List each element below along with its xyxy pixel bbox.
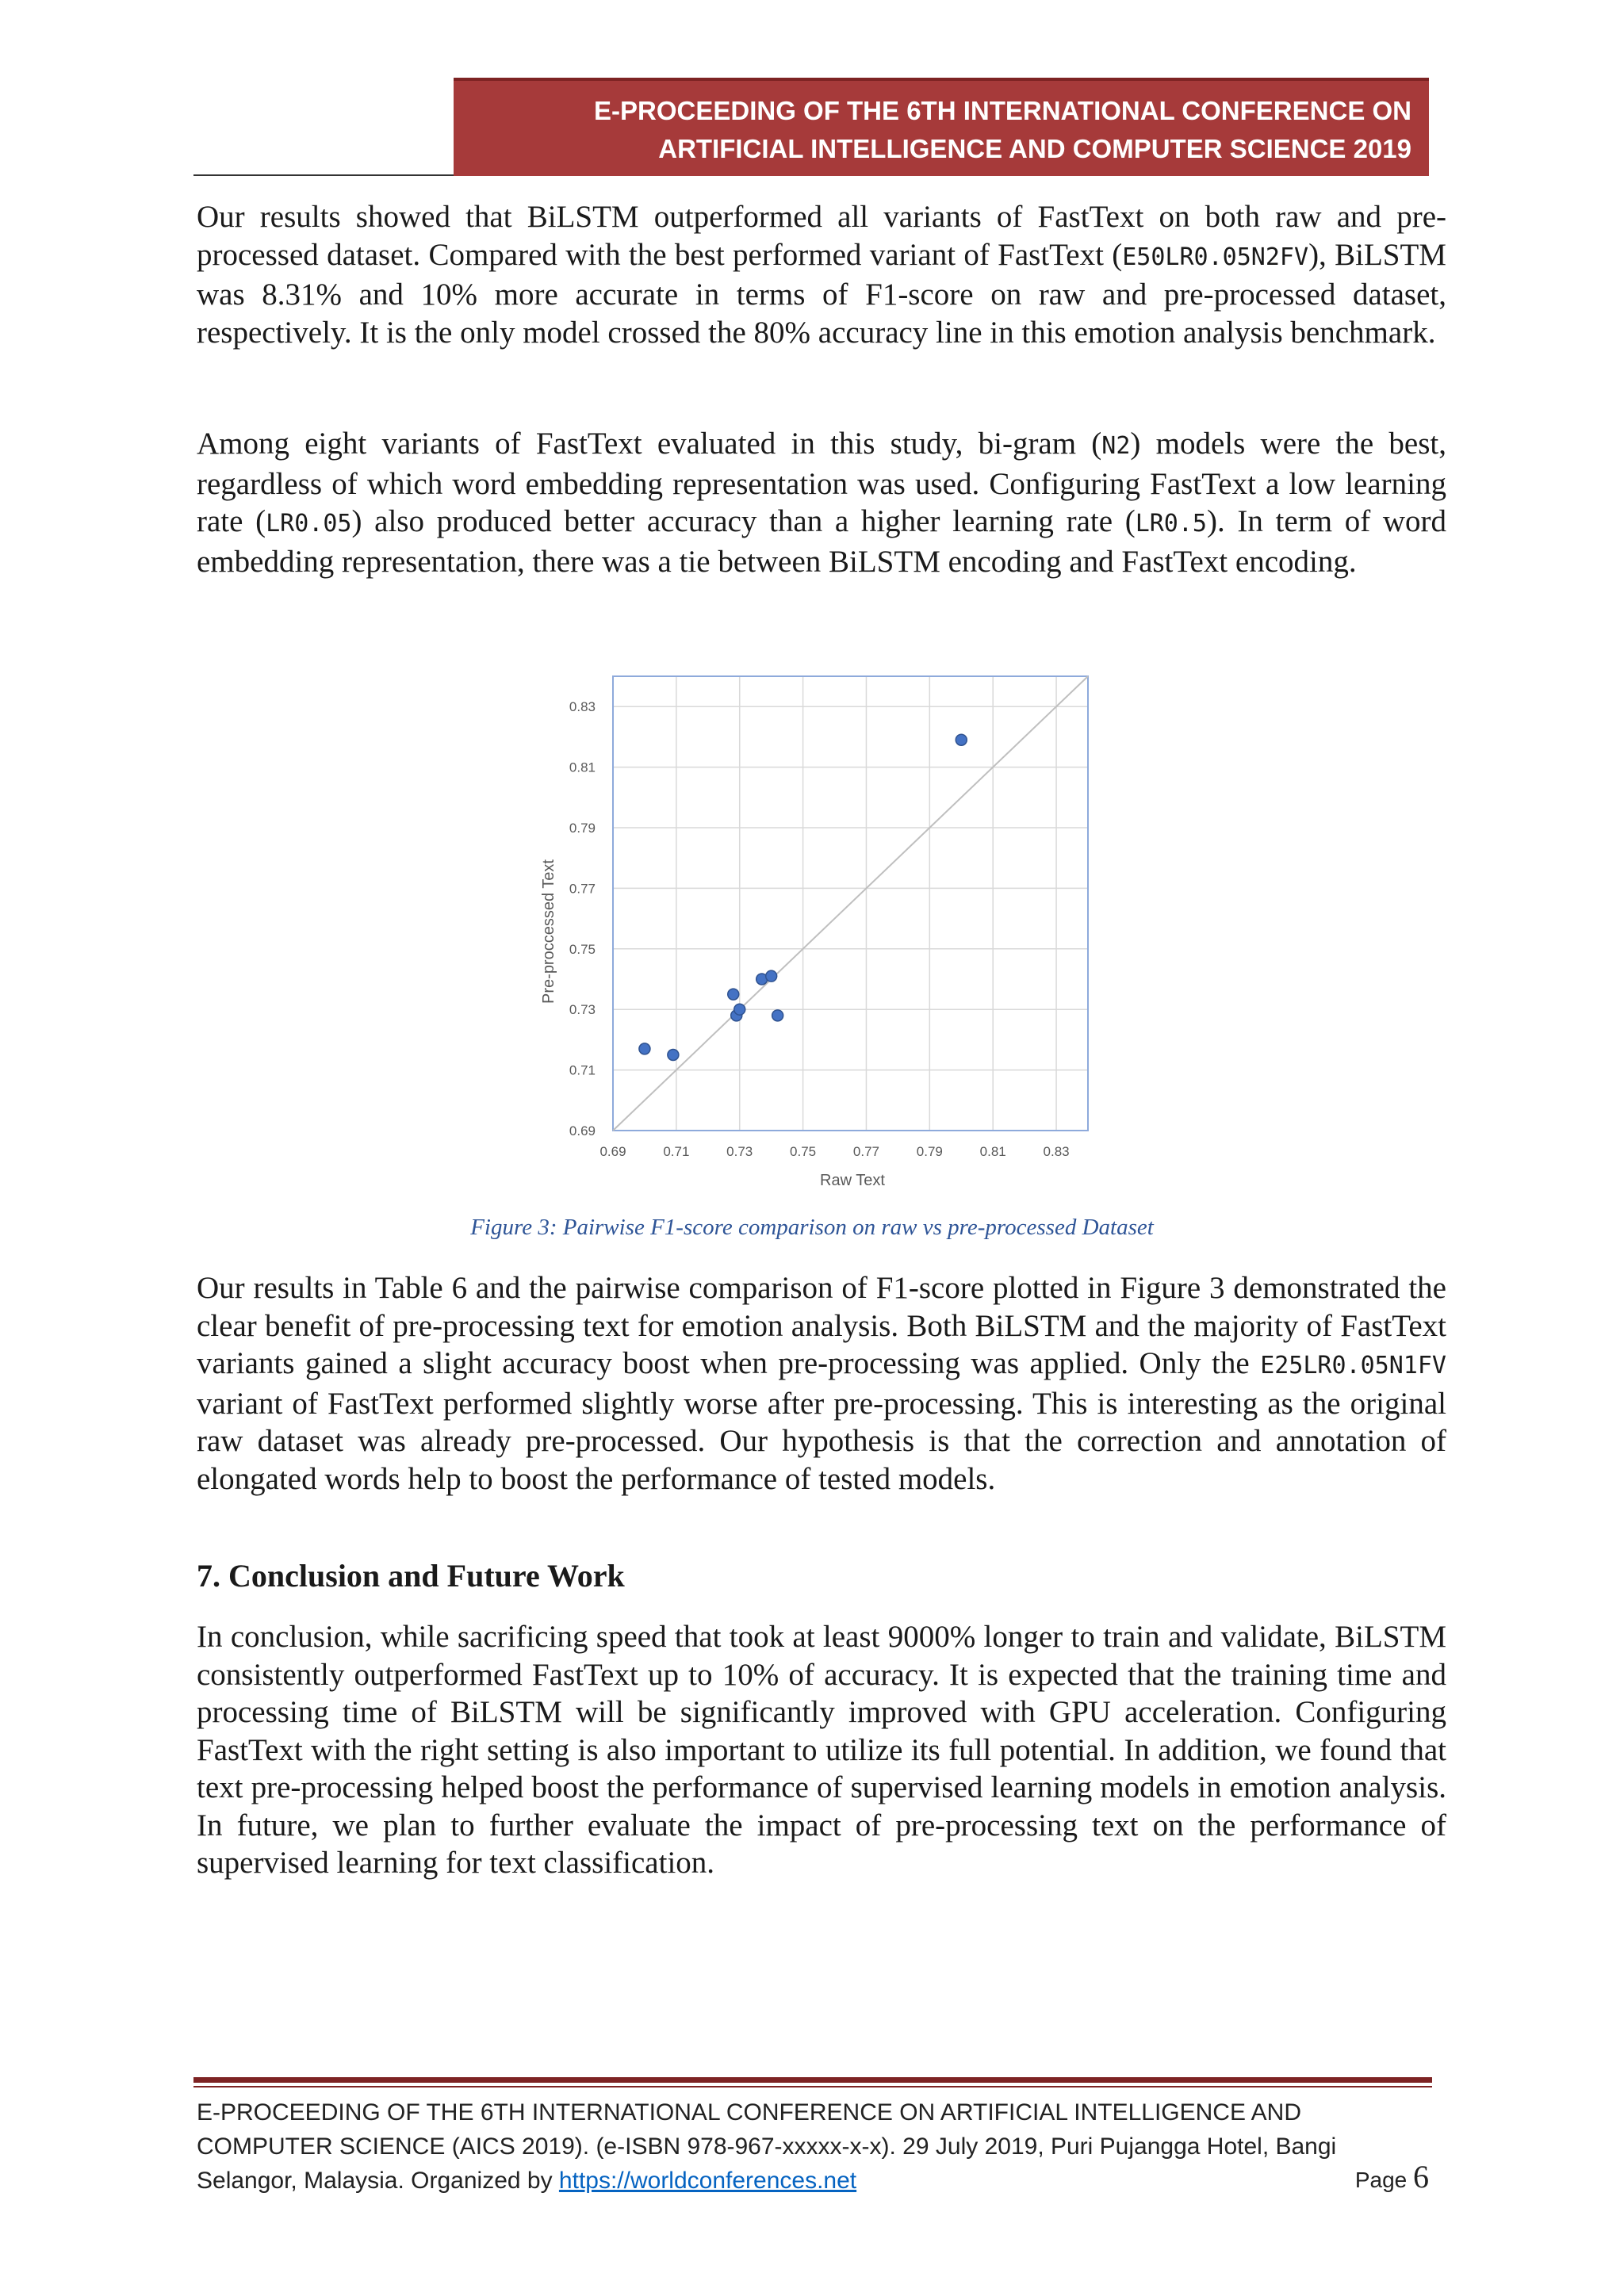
header-line-1: E-PROCEEDING OF THE 6TH INTERNATIONAL CONFERENCE ON — [594, 96, 1411, 125]
inline-code: N2 — [1101, 432, 1131, 460]
x-tick-label: 0.73 — [726, 1144, 753, 1159]
x-tick-label: 0.69 — [599, 1144, 626, 1159]
paragraph-text: Our results in Table 6 and the pairwise comparison of F1-score plotted in Figure 3 demonstrated the clear benefit of pre-processing text for emotion analysis. Both BiLSTM and the majority of FastText variants gained a slight accuracy boost when pre-processing was applied. Only the — [197, 1271, 1446, 1380]
y-tick-label: 0.77 — [569, 881, 596, 897]
footer-rule — [193, 2077, 1432, 2083]
paragraph-text: Among eight variants of FastText evaluated in this study, bi-gram ( — [197, 427, 1102, 461]
x-tick-label: 0.79 — [916, 1144, 943, 1159]
x-tick-label: 0.77 — [852, 1144, 880, 1159]
y-tick-label: 0.69 — [569, 1123, 596, 1138]
paragraph-text: ), BiLSTM was 8.31% and 10% more accurate in terms of F1-score on raw and pre-processed dataset, respectively. It is the only model crossed the 80% accuracy line in this emotion analysis benchmark. — [197, 237, 1446, 350]
paragraph-text: Our results showed that BiLSTM outperformed all variants of FastText on both raw and pre-processed dataset. Compared with the best performed variant of FastText ( — [197, 200, 1446, 272]
data-point — [772, 1010, 783, 1021]
y-tick-label: 0.75 — [569, 941, 596, 957]
page-indicator — [1355, 2158, 1429, 2195]
paragraph-results — [197, 198, 1446, 351]
header-banner — [454, 78, 1429, 176]
paragraph-text: ) also produced better accuracy than a higher learning rate ( — [351, 504, 1136, 538]
footer-text — [197, 2095, 1410, 2198]
data-point — [956, 734, 967, 745]
scatter-chart — [523, 670, 1110, 1197]
page-label: Page — [1354, 2168, 1413, 2192]
figure-caption: Figure 3: Pairwise F1-score comparison on raw vs pre-processed Dataset — [470, 1215, 1154, 1240]
inline-code: LR0.05 — [266, 510, 352, 538]
y-tick-label: 0.71 — [569, 1062, 596, 1078]
y-axis-label: Pre-proccessed Text — [540, 859, 557, 1004]
header-rule — [193, 174, 455, 176]
x-tick-label: 0.71 — [663, 1144, 690, 1159]
data-point — [766, 970, 777, 982]
data-point — [639, 1043, 650, 1054]
data-point — [728, 989, 739, 1000]
page-number: 6 — [1413, 2159, 1429, 2195]
y-tick-label: 0.81 — [569, 760, 596, 775]
x-axis-label: Raw Text — [820, 1172, 885, 1189]
paragraph-text: ). In term of word embedding representation, there was a tie between BiLSTM encoding and FastText encoding. — [197, 504, 1446, 579]
reference-line — [613, 676, 1088, 1131]
paragraph-text: ) models were the best, regardless of which word embedding representation was used. Configuring FastText a low learning rate ( — [197, 427, 1446, 538]
paragraph-preprocessing — [197, 1269, 1446, 1498]
scatter-figure — [523, 670, 1110, 1197]
y-tick-label: 0.83 — [569, 699, 596, 715]
data-point — [734, 1004, 745, 1015]
header-line-2: ARTIFICIAL INTELLIGENCE AND COMPUTER SCIENCE 2019 — [658, 134, 1411, 163]
y-tick-label: 0.79 — [569, 821, 596, 836]
paragraph-conclusion: In conclusion, while sacrificing speed that took at least 9000% longer to train and validate, BiLSTM consistently outperformed FastText up to 10% of accuracy. It is expected that the training time and processing time of BiLSTM will be significantly improved with GPU acceleration. Configuring FastText with the right setting is also important to utilize its full potential. In addition, we found that text pre-processing helped boost the performance of supervised learning models in emotion analysis. In future, we plan to further evaluate the impact of pre-processing text on the performance of supervised learning for text classification. — [197, 1620, 1446, 1880]
footer-link[interactable]: https://worldconferences.net — [558, 2168, 857, 2194]
x-tick-label: 0.81 — [979, 1144, 1006, 1159]
x-tick-label: 0.83 — [1043, 1144, 1070, 1159]
y-tick-label: 0.73 — [569, 1002, 596, 1018]
data-point — [668, 1050, 679, 1061]
inline-code: E25LR0.05N1FV — [1260, 1352, 1446, 1380]
paragraph-fasttext-variants — [197, 425, 1446, 580]
inline-code: LR0.5 — [1135, 510, 1207, 538]
x-tick-label: 0.75 — [790, 1144, 817, 1159]
footer-rule-thin — [193, 2086, 1432, 2087]
footer-citation: E-PROCEEDING OF THE 6TH INTERNATIONAL CONFERENCE ON ARTIFICIAL INTELLIGENCE AND COMPUTER SCIENCE (AICS 2019). (e-ISBN 978-967-xxxxx-x-x). 29 July 2019, Puri Pujangga Hotel, Bangi Selangor, Malaysia. Organized by — [197, 2099, 1337, 2194]
inline-code: E50LR0.05N2FV — [1122, 243, 1309, 271]
paragraph-text: variant of FastText performed slightly worse after pre-processing. This is interesting as the original raw dataset was already pre-processed. Our hypothesis is that the correction and annotation of elongated words help to boost the performance of tested models. — [197, 1386, 1446, 1496]
section-heading: 7. Conclusion and Future Work — [197, 1558, 625, 1594]
